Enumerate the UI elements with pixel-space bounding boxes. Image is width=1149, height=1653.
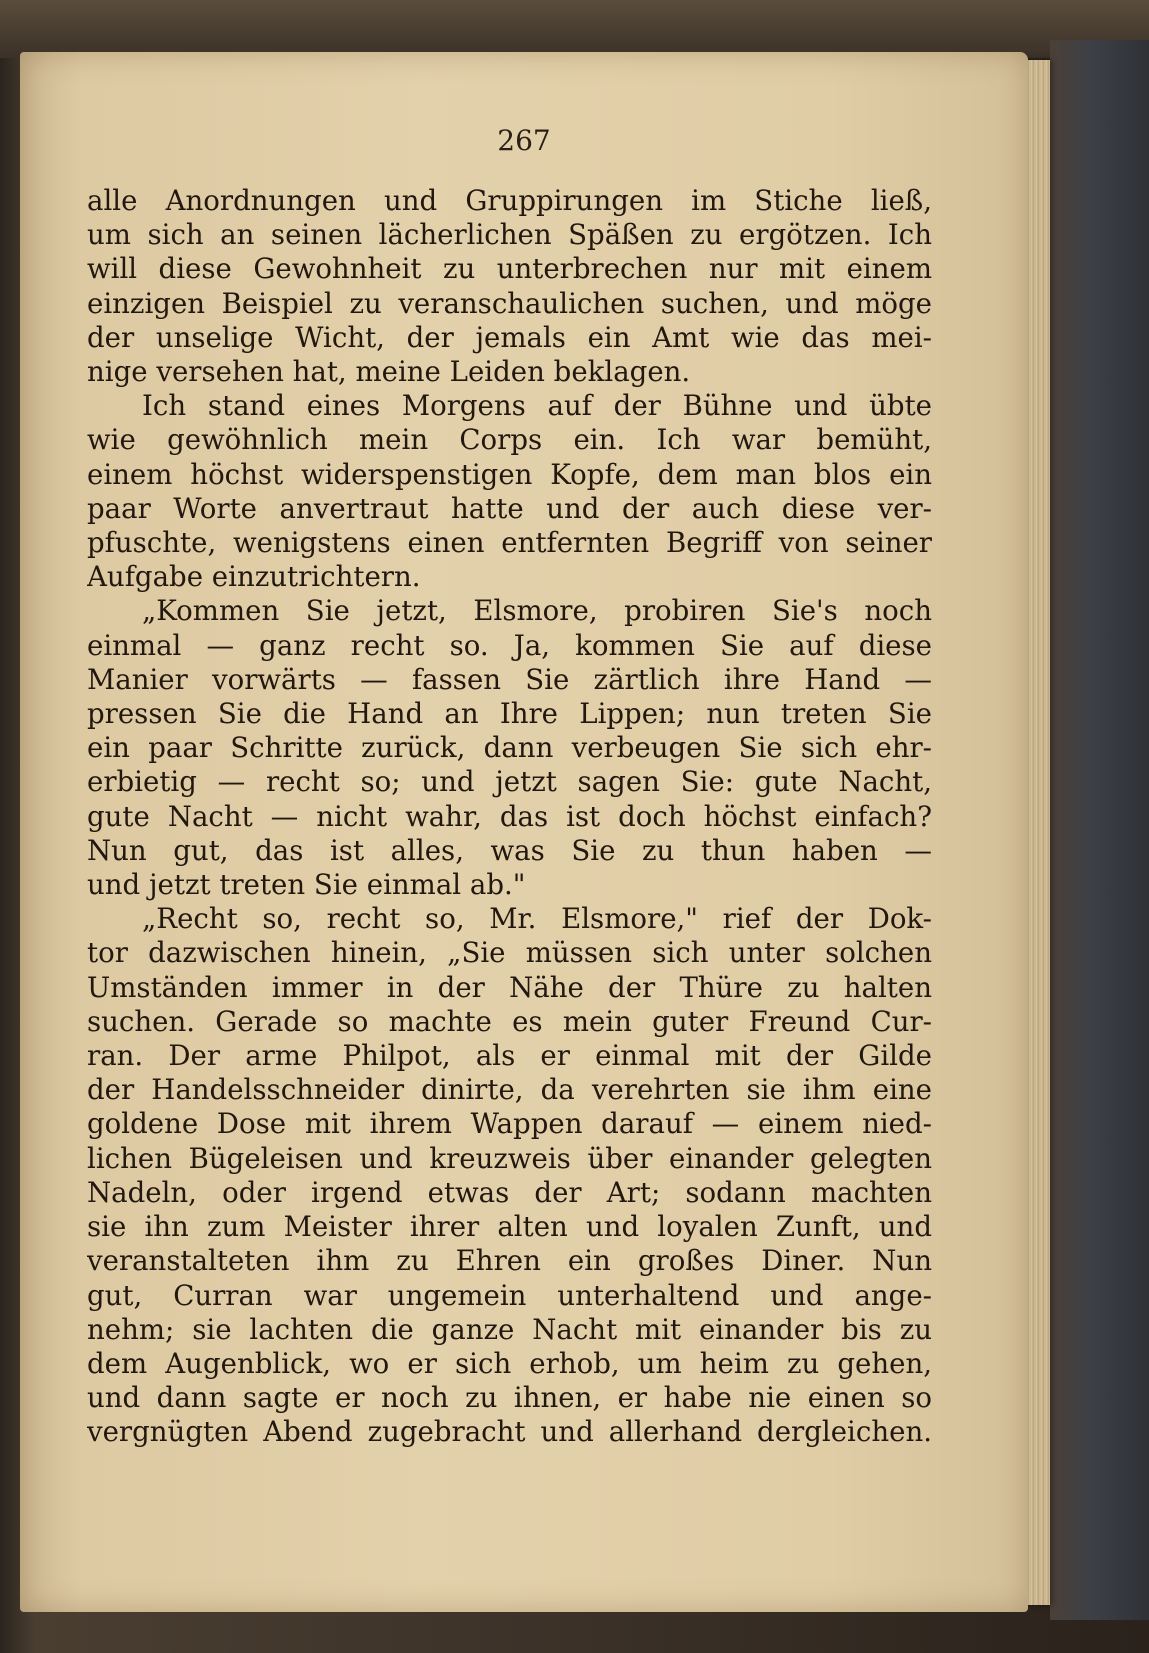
text-line: Manier vorwärts — fassen Sie zärtlich ihre Hand — [87, 662, 932, 696]
text-line: ein paar Schritte zurück, dann verbeugen Sie sich ehr- [87, 731, 932, 765]
text-line: wie gewöhnlich mein Corps ein. Ich war bemüht, [87, 423, 932, 457]
text-line: erbietig — recht so; und jetzt sagen Sie: gute Nacht, [87, 765, 932, 799]
text-line: vergnügten Abend zugebracht und allerhand dergleichen. [87, 1415, 932, 1449]
text-line: gute Nacht — nicht wahr, das ist doch höchst einfach? [87, 799, 932, 833]
page-number: 267 [497, 124, 551, 157]
text-line: gut, Curran war ungemein unterhaltend und ange- [87, 1278, 932, 1312]
text-line: dem Augenblick, wo er sich erhob, um heim zu gehen, [87, 1346, 932, 1380]
text-line: einzigen Beispiel zu veranschaulichen suchen, und möge [87, 286, 932, 320]
text-line: ran. Der arme Philpot, als er einmal mit der Gilde [87, 1039, 932, 1073]
text-line: und jetzt treten Sie einmal ab." [87, 868, 526, 902]
text-line: Aufgabe einzutrichtern. [87, 560, 421, 594]
text-line: Nadeln, oder irgend etwas der Art; sodann machten [87, 1175, 932, 1209]
text-line: alle Anordnungen und Gruppirungen im Stiche ließ, [87, 184, 932, 217]
text-line: einmal — ganz recht so. Ja, kommen Sie auf diese [87, 628, 932, 662]
text-line: lichen Bügeleisen und kreuzweis über einander gelegten [87, 1141, 932, 1175]
text-line: Nun gut, das ist alles, was Sie zu thun haben — [87, 833, 932, 867]
text-line: suchen. Gerade so machte es mein guter Freund Cur- [87, 1004, 932, 1038]
text-line: „Kommen Sie jetzt, Elsmore, probiren Sie's noch [142, 594, 932, 628]
text-line: und dann sagte er noch zu ihnen, er habe nie einen so [87, 1381, 932, 1415]
text-line: will diese Gewohnheit zu unterbrechen nur mit einem [87, 252, 932, 286]
text-line: goldene Dose mit ihrem Wappen darauf — einem nied- [87, 1107, 932, 1141]
book-page [20, 52, 1028, 1612]
cover-top-edge [0, 0, 1149, 58]
text-line: pressen Sie die Hand an Ihre Lippen; nun treten Sie [87, 697, 932, 731]
text-line: Umständen immer in der Nähe der Thüre zu halten [87, 970, 932, 1004]
text-line: pfuschte, wenigstens einen entfernten Begriff von seiner [87, 526, 932, 560]
text-line: „Recht so, recht so, Mr. Elsmore," rief der Dok- [142, 902, 932, 936]
text-line: der unselige Wicht, der jemals ein Amt wie das mei- [87, 320, 932, 354]
text-line: Ich stand eines Morgens auf der Bühne und übte [142, 389, 932, 423]
text-line: einem höchst widerspenstigen Kopfe, dem man blos ein [87, 457, 932, 491]
text-line: der Handelsschneider dinirte, da verehrten sie ihm eine [87, 1073, 932, 1107]
text-line: tor dazwischen hinein, „Sie müssen sich unter solchen [87, 936, 932, 970]
text-line: nige versehen hat, meine Leiden beklagen. [87, 355, 691, 389]
text-line: paar Worte anvertraut hatte und der auch diese ver- [87, 491, 932, 525]
text-line: nehm; sie lachten die ganze Nacht mit einander bis zu [87, 1312, 932, 1346]
text-line: veranstalteten ihm zu Ehren ein großes Diner. Nun [87, 1244, 932, 1278]
book-spine [1050, 40, 1149, 1620]
body-text [87, 184, 932, 1450]
text-line: sie ihn zum Meister ihrer alten und loyalen Zunft, und [87, 1210, 932, 1244]
text-line: um sich an seinen lächerlichen Späßen zu ergötzen. Ich [87, 218, 932, 252]
